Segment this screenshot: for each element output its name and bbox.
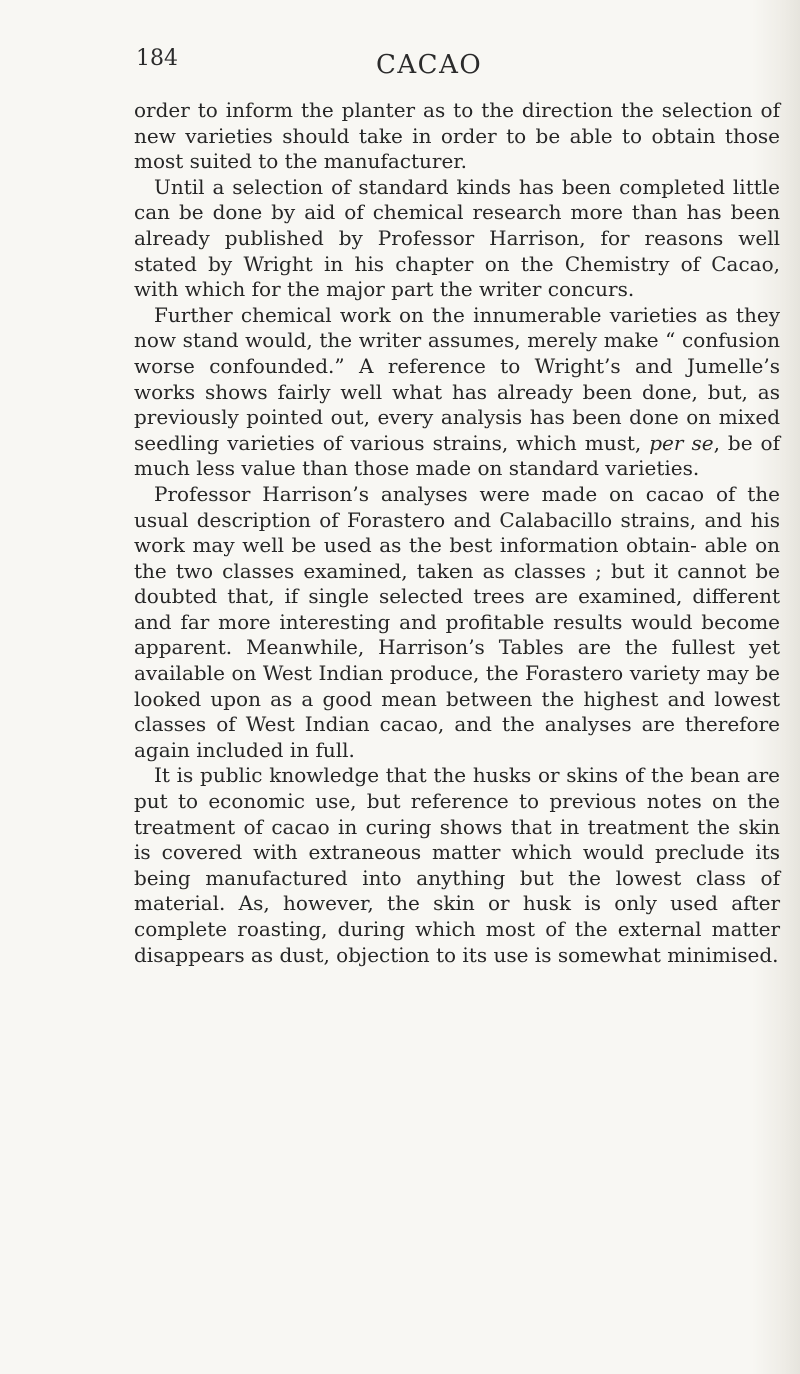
paragraph-1: order to inform the planter as to the direction the selection of new varieties should take in order to be able to obtain those most suited to the manufacturer. <box>134 98 780 174</box>
paragraph-5: It is public knowledge that the husks or skins of the bean are put to economic use, but reference to previous notes on the treatment of cacao in curing shows that in treatment the skin is covered with extraneous matter which would preclude its being manufactured into anything but the lowest class of material. As, however, the skin or husk is only used after complete roasting, during which most of the external matter disappears as dust, objection to its use is somewhat minimised. <box>134 763 780 967</box>
paragraph-4: Professor Harrison’s analyses were made on cacao of the usual description of Forastero and Calabacillo strains, and his work may well be used as the best information obtain- able on the two classes examined, taken as classes ; but it cannot be doubted that, if single selected trees are examined, different and far more interesting and profitable results would become apparent. Meanwhile, Harrison’s Tables are the fullest yet available on West Indian produce, the Forastero variety may be looked upon as a good mean between the highest and lowest classes of West Indian cacao, and the analyses are therefore again included in full. <box>134 481 780 762</box>
running-title: CACAO <box>376 50 483 80</box>
page-number: 184 <box>136 46 178 71</box>
paragraph-3-emphasis: per se <box>649 430 714 455</box>
paragraph-3-text-before: Further chemical work on the innumerable varieties as they now stand would, the writer assumes, merely make “ confusion worse confounded.” A reference to Wright’s and Jumelle’s works shows fairly well what has already been done, but, as previously pointed out, every analysis has been done on mixed seedling varieties of various strains, which must, <box>134 302 780 455</box>
body-text <box>134 98 780 968</box>
page-header <box>136 46 786 86</box>
paragraph-2: Until a selection of standard kinds has been completed little can be done by aid of chemical research more than has been already published by Professor Harrison, for reasons well stated by Wright in his chapter on the Chemistry of Cacao, with which for the major part the writer concurs. <box>134 174 780 302</box>
paragraph-3-text-after: , be of much less value than those made on standard varieties. <box>134 430 781 481</box>
paragraph-3 <box>134 303 780 482</box>
